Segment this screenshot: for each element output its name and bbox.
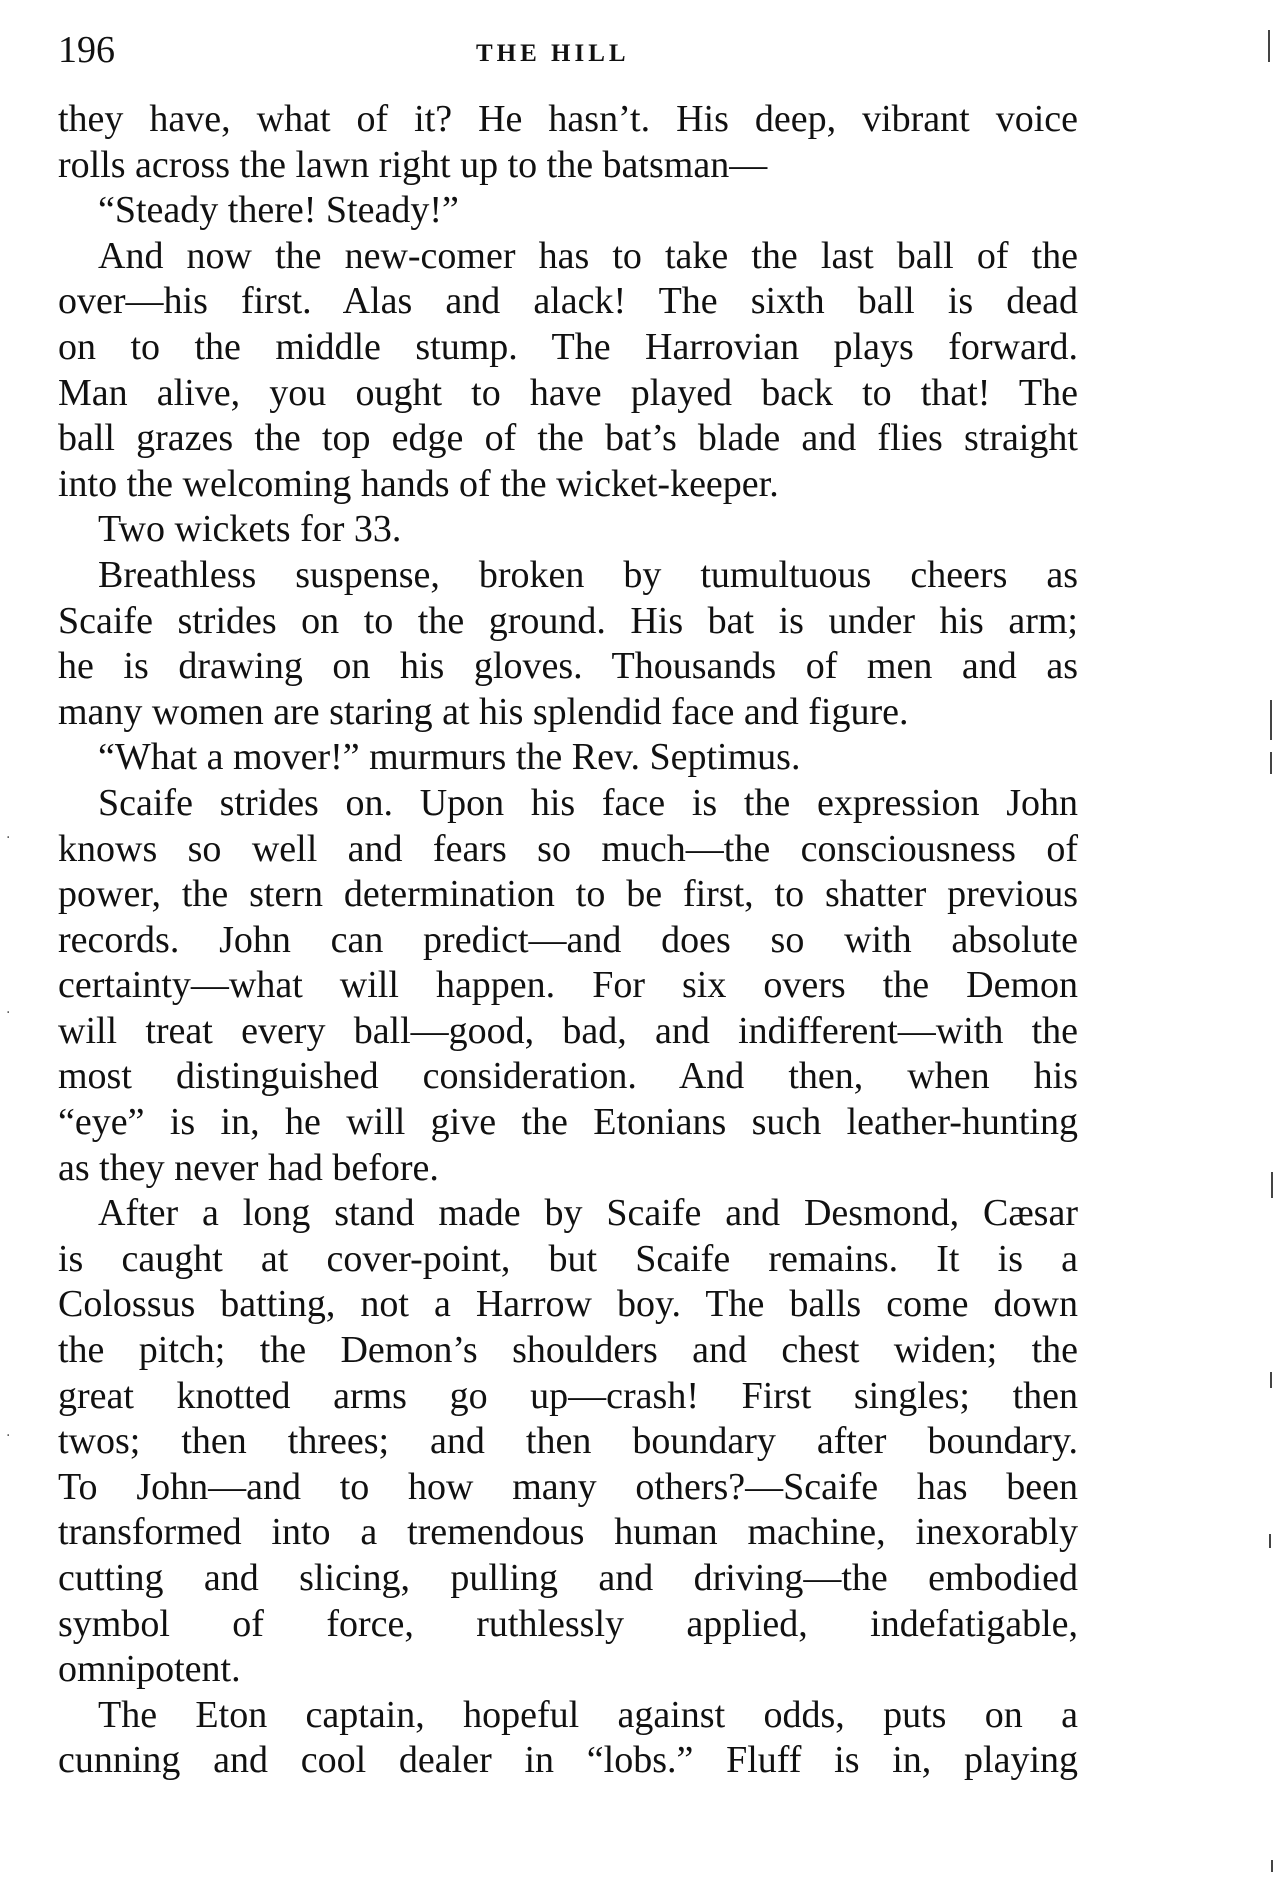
scan-edge-dot: · <box>6 830 11 846</box>
running-head <box>58 28 1078 88</box>
text-line: Colossus batting, not a Harrow boy. The balls come down <box>58 1283 1078 1326</box>
text-line: Scaife strides on. Upon his face is the expression John <box>98 781 1078 824</box>
text-line: into the welcoming hands of the wicket-keeper. <box>58 462 779 505</box>
scan-edge-mark <box>1268 30 1270 62</box>
page-number: 196 <box>58 29 115 71</box>
text-line: power, the stern determination to be first, to shatter previous <box>58 873 1078 916</box>
text-line: symbol of force, ruthlessly applied, indefatigable, <box>58 1602 1078 1645</box>
text-line: he is drawing on his gloves. Thousands of men and as <box>58 645 1078 688</box>
text-line: To John—and to how many others?—Scaife has been <box>58 1465 1078 1508</box>
text-line: Scaife strides on to the ground. His bat is under his arm; <box>58 599 1078 642</box>
scan-edge-mark <box>1271 1860 1273 1872</box>
text-line: Breathless suspense, broken by tumultuous cheers as <box>98 553 1078 596</box>
text-line: “Steady there! Steady!” <box>98 189 459 232</box>
text-line: Two wickets for 33. <box>98 508 402 551</box>
text-line: most distinguished consideration. And then, when his <box>58 1055 1078 1098</box>
scan-edge-mark <box>1269 1534 1271 1548</box>
text-line: rolls across the lawn right up to the batsman— <box>58 143 768 186</box>
text-line: “eye” is in, he will give the Etonians such leather-hunting <box>58 1101 1078 1144</box>
text-line: will treat every ball—good, bad, and indifferent—with the <box>58 1009 1078 1052</box>
text-line: Man alive, you ought to have played back to that! The <box>58 371 1078 414</box>
text-line: the pitch; the Demon’s shoulders and chest widen; the <box>58 1329 1078 1372</box>
scan-edge-mark <box>1270 1372 1272 1388</box>
body-text <box>58 97 1078 1784</box>
scan-edge-dot: · <box>6 1005 11 1021</box>
text-line: as they never had before. <box>58 1146 439 1189</box>
text-line: many women are staring at his splendid face and figure. <box>58 690 909 733</box>
text-line: on to the middle stump. The Harrovian plays forward. <box>58 325 1078 368</box>
text-line: “What a mover!” murmurs the Rev. Septimus. <box>98 736 801 779</box>
text-line: is caught at cover-point, but Scaife remains. It is a <box>58 1237 1078 1280</box>
text-line: they have, what of it? He hasn’t. His deep, vibrant voice <box>58 98 1078 140</box>
text-line: ball grazes the top edge of the bat’s blade and flies straight <box>58 417 1078 460</box>
text-line: cunning and cool dealer in “lobs.” Fluff is in, playing <box>58 1739 1078 1782</box>
text-line: cutting and slicing, pulling and driving—the embodied <box>58 1557 1078 1599</box>
text-line: twos; then threes; and then boundary after boundary. <box>58 1420 1078 1463</box>
scan-edge-dot: · <box>6 1428 11 1444</box>
scan-edge-mark <box>1271 1172 1273 1198</box>
text-line: great knotted arms go up—crash! First singles; then <box>58 1374 1078 1417</box>
text-line: over—his first. Alas and alack! The sixth ball is dead <box>58 280 1078 323</box>
text-line: knows so well and fears so much—the consciousness of <box>58 827 1078 870</box>
text-line: omnipotent. <box>58 1648 241 1691</box>
running-title: THE HILL <box>476 40 630 67</box>
scan-edge-mark <box>1270 752 1272 774</box>
text-line: certainty—what will happen. For six overs the Demon <box>58 964 1078 1007</box>
text-line: transformed into a tremendous human machine, inexorably <box>58 1511 1078 1554</box>
text-line: After a long stand made by Scaife and Desmond, Cæsar <box>98 1192 1078 1235</box>
text-line: The Eton captain, hopeful against odds, puts on a <box>98 1693 1078 1736</box>
text-line: And now the new-comer has to take the last ball of the <box>98 234 1078 277</box>
scan-edge-mark <box>1270 700 1272 740</box>
text-line: records. John can predict—and does so with absolute <box>58 918 1078 961</box>
